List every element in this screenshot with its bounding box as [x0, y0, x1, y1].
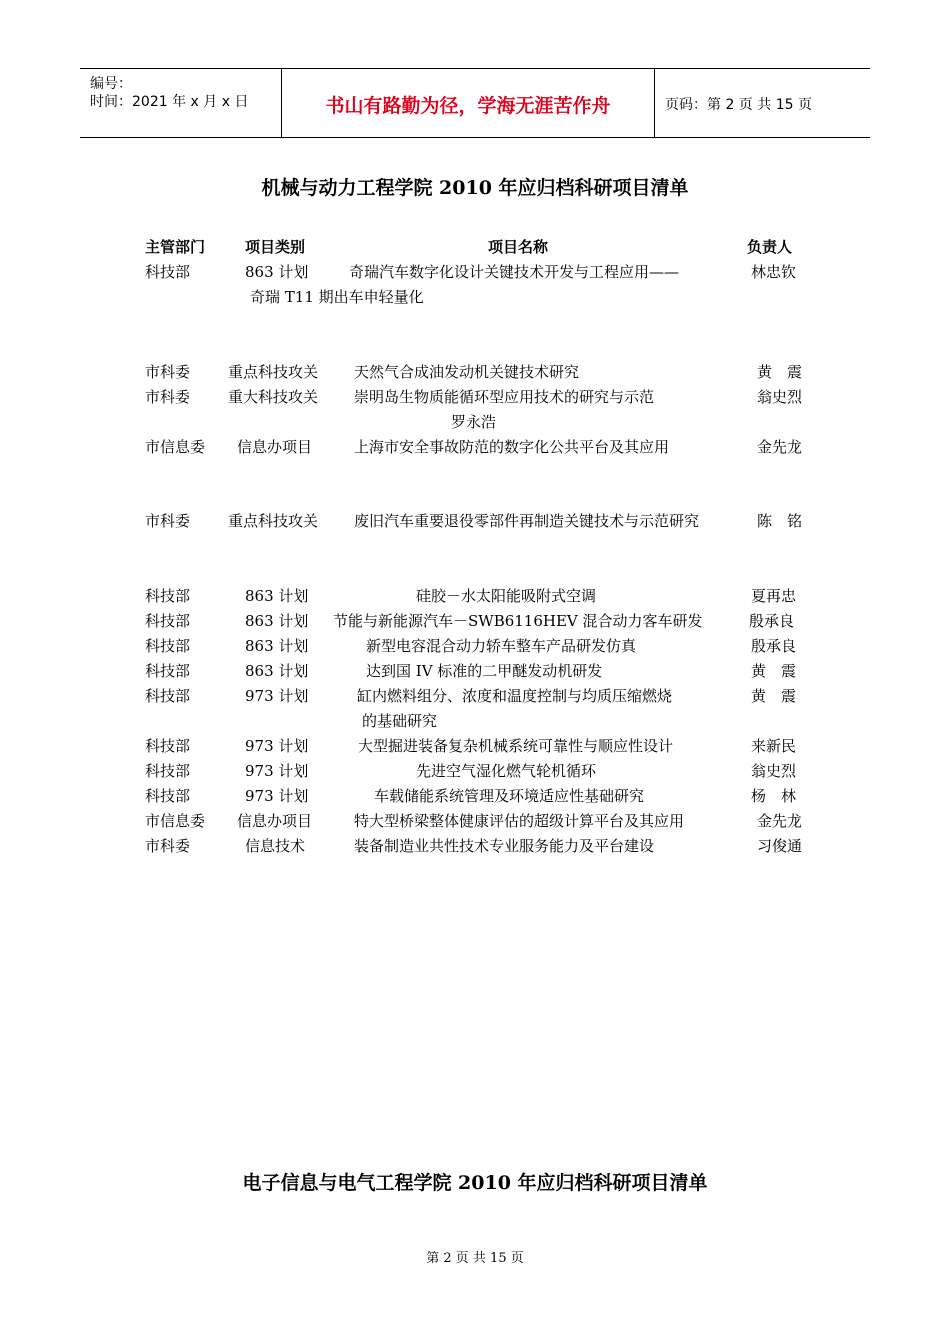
col-header-name: 项目名称: [488, 238, 549, 256]
row-type: 863 计划: [245, 263, 309, 281]
row-name: 废旧汽车重要退役零部件再制造关键技术与示范研究: [354, 512, 700, 530]
row-lead: 习俊通: [757, 837, 803, 855]
row-type: 信息办项目: [237, 438, 313, 456]
row-name: 车载储能系统管理及环境适应性基础研究: [374, 787, 645, 805]
row-type: 863 计划: [245, 662, 309, 680]
row-lead: 金先龙: [757, 812, 803, 830]
row-lead: 来新民: [751, 737, 797, 755]
row-type: 重点科技攻关: [228, 363, 319, 381]
row-lead: 黄 震: [757, 363, 803, 381]
row-name: 大型掘进装备复杂机械系统可靠性与顺应性设计: [358, 737, 674, 755]
row-lead: 黄 震: [751, 662, 797, 680]
time-label: 时间：2021 年 x 月 x 日: [90, 94, 249, 110]
row-type: 863 计划: [245, 587, 309, 605]
row-type: 973 计划: [245, 787, 309, 805]
number-label: 编号：: [90, 76, 132, 92]
row-dept: 科技部: [145, 612, 191, 630]
row-name: 奇瑞汽车数字化设计关键技术开发与工程应用——: [349, 263, 680, 281]
row-name: 崇明岛生物质能循环型应用技术的研究与示范: [354, 388, 655, 406]
row-dept: 科技部: [145, 737, 191, 755]
row-type: 重点科技攻关: [228, 512, 319, 530]
header-motto-cell: [282, 69, 655, 137]
row-lead: 殷承良: [749, 612, 795, 630]
row-type: 973 计划: [245, 737, 309, 755]
row-name: 新型电容混合动力轿车整车产品研发仿真: [366, 637, 637, 655]
row-type: 973 计划: [245, 687, 309, 705]
page-info: 页码：第 2 页 共 15 页: [665, 97, 812, 113]
row-name: 上海市安全事故防范的数字化公共平台及其应用: [354, 438, 670, 456]
row-name-cont: 的基础研究: [362, 712, 438, 730]
row-dept: 科技部: [145, 263, 191, 281]
row-dept: 科技部: [145, 687, 191, 705]
row-type: 863 计划: [245, 637, 309, 655]
row-dept: 科技部: [145, 787, 191, 805]
col-header-lead: 负责人: [747, 238, 793, 256]
row-name: 特大型桥梁整体健康评估的超级计算平台及其应用: [354, 812, 685, 830]
row-name: 装备制造业共性技术专业服务能力及平台建设: [354, 837, 655, 855]
row-type: 信息办项目: [237, 812, 313, 830]
motto: 书山有路勤为径，学海无涯苦作舟: [325, 95, 611, 117]
page-header: [80, 68, 870, 138]
row-dept: 市信息委: [145, 438, 206, 456]
row-dept: 科技部: [145, 762, 191, 780]
row-dept: 市科委: [145, 837, 191, 855]
row-dept: 科技部: [145, 662, 191, 680]
row-lead: 金先龙: [757, 438, 803, 456]
row-dept: 市科委: [145, 388, 191, 406]
row-name: 先进空气湿化燃气轮机循环: [416, 762, 597, 780]
row-lead-cont: 罗永浩: [451, 413, 497, 431]
page-footer: 第 2 页 共 15 页: [426, 1251, 524, 1266]
row-name: 硅胶－水太阳能吸附式空调: [416, 587, 597, 605]
row-type: 重大科技攻关: [228, 388, 319, 406]
row-dept: 市科委: [145, 512, 191, 530]
row-name: 天然气合成油发动机关键技术研究: [354, 363, 580, 381]
row-lead: 陈 铭: [757, 512, 803, 530]
row-name-cont: 奇瑞 T11 期出车申轻量化: [250, 288, 424, 306]
row-lead: 林忠钦: [751, 263, 797, 281]
row-name: 缸内燃料组分、浓度和温度控制与均质压缩燃烧: [357, 687, 673, 705]
row-lead: 黄 震: [751, 687, 797, 705]
row-dept: 市科委: [145, 363, 191, 381]
row-type: 863 计划: [245, 612, 309, 630]
header-page-cell: [655, 69, 870, 137]
header-meta-cell: [80, 69, 282, 137]
row-name: 节能与新能源汽车－SWB6116HEV 混合动力客车研发: [333, 612, 703, 630]
row-lead: 夏再忠: [751, 587, 797, 605]
row-lead: 翁史烈: [751, 762, 797, 780]
section2-title: 电子信息与电气工程学院 2010 年应归档科研项目清单: [242, 1172, 708, 1194]
row-dept: 科技部: [145, 637, 191, 655]
row-dept: 科技部: [145, 587, 191, 605]
row-dept: 市信息委: [145, 812, 206, 830]
row-lead: 殷承良: [751, 637, 797, 655]
col-header-dept: 主管部门: [145, 238, 206, 256]
row-lead: 杨 林: [751, 787, 797, 805]
row-lead: 翁史烈: [757, 388, 803, 406]
col-header-type: 项目类别: [245, 238, 306, 256]
row-type: 973 计划: [245, 762, 309, 780]
section1-title: 机械与动力工程学院 2010 年应归档科研项目清单: [261, 177, 689, 199]
row-type: 信息技术: [245, 837, 306, 855]
row-name: 达到国 IV 标准的二甲醚发动机研发: [366, 662, 603, 680]
